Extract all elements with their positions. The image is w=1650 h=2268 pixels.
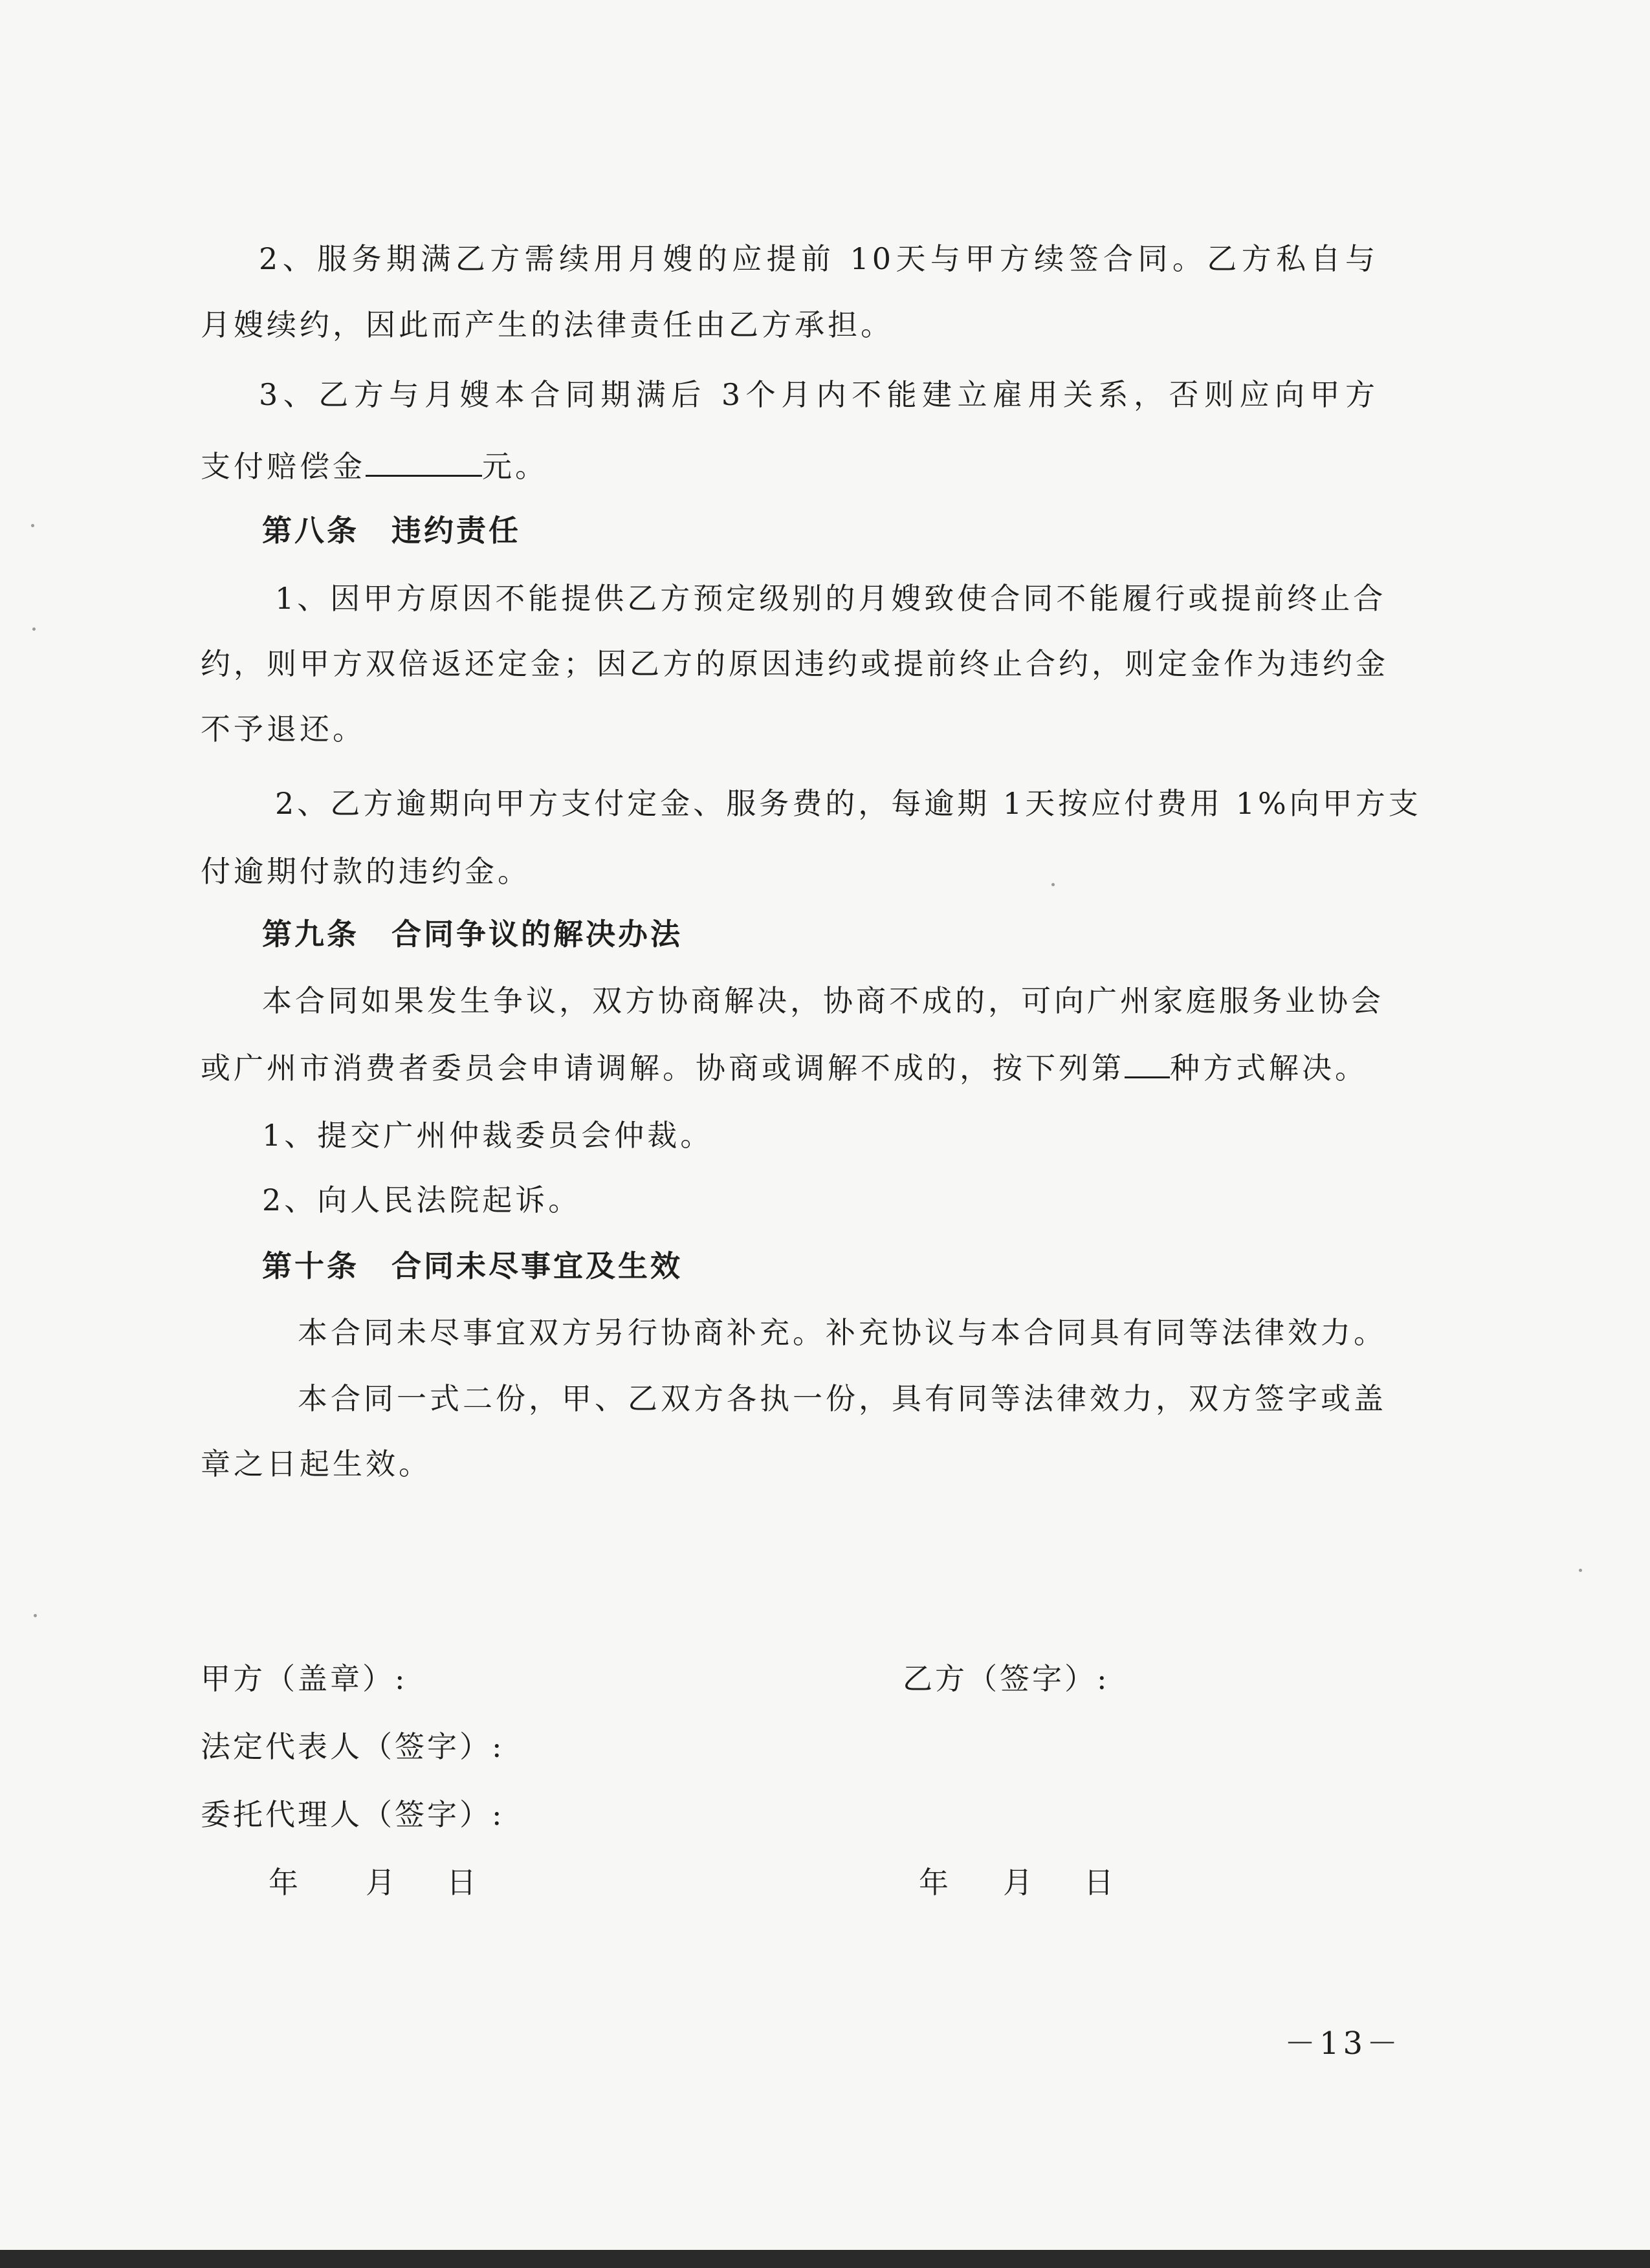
- clause-7-item-3-line-2: [201, 446, 1378, 486]
- party-b-date: [919, 1863, 1116, 1902]
- clause-10-line-3: 章之日起生效。: [201, 1446, 432, 1481]
- clause-10-line-1: 本合同未尽事宜双方另行协商补充。补充协议与本合同具有同等法律效力。: [298, 1315, 1387, 1350]
- scan-speck: [1051, 883, 1055, 886]
- clause-8-item-2-line-1: 2、乙方逾期向甲方支付定金、服务费的，每逾期 1天按应付费用 1%向甲方支: [275, 786, 1422, 821]
- party-b-month-label: 月: [1003, 1865, 1035, 1900]
- clause-9-heading: 第九条 合同争议的解决办法: [262, 917, 683, 952]
- clause-8-item-2-line-2: 付逾期付款的违约金。: [201, 854, 531, 889]
- clause-7-item-2-line-2: 月嫂续约，因此而产生的法律责任由乙方承担。: [201, 307, 894, 342]
- compensation-unit: 元。: [482, 449, 548, 484]
- party-a-day-label: 日: [446, 1865, 479, 1900]
- clause-10-heading: 第十条 合同未尽事宜及生效: [262, 1248, 683, 1283]
- clause-8-item-1-line-3: 不予退还。: [201, 712, 366, 747]
- clause-9-line-1: 本合同如果发生争议，双方协商解决，协商不成的，可向广州家庭服务业协会: [262, 983, 1384, 1018]
- scan-speck: [1579, 1569, 1582, 1572]
- compensation-label: 支付赔偿金: [201, 449, 366, 484]
- scan-speck: [34, 1614, 37, 1617]
- party-b-sign-label: 乙方（签字）:: [903, 1661, 1110, 1696]
- clause-8-item-1-line-2: 约，则甲方双倍返还定金；因乙方的原因违约或提前终止合约，则定金作为违约金: [201, 646, 1389, 681]
- clause-10-line-2: 本合同一式二份，甲、乙双方各执一份，具有同等法律效力，双方签字或盖: [298, 1381, 1387, 1416]
- dispute-method-label: 或广州市消费者委员会申请调解。协商或调解不成的，按下列第: [201, 1051, 1125, 1085]
- clause-9-option-2: 2、向人民法院起诉。: [262, 1183, 582, 1217]
- legal-rep-sign-label: 法定代表人（签字）:: [201, 1729, 505, 1764]
- clause-8-item-1-line-1: 1、因甲方原因不能提供乙方预定级别的月嫂致使合同不能履行或提前终止合: [275, 581, 1387, 616]
- party-a-month-label: 月: [366, 1865, 398, 1900]
- clause-7-item-2-line-1: 2、服务期满乙方需续用月嫂的应提前 10天与甲方续签合同。乙方私自与: [259, 241, 1378, 276]
- party-b-year-label: 年: [919, 1865, 951, 1900]
- compensation-blank: [366, 446, 482, 477]
- clause-7-item-3-line-1: 3、乙方与月嫂本合同期满后 3个月内不能建立雇用关系，否则应向甲方: [259, 377, 1378, 412]
- party-b-day-label: 日: [1084, 1865, 1116, 1900]
- dispute-method-blank: [1125, 1048, 1170, 1078]
- clause-9-option-1: 1、提交广州仲裁委员会仲裁。: [262, 1118, 714, 1153]
- scan-speck: [31, 524, 34, 527]
- clause-8-heading: 第八条 违约责任: [262, 513, 521, 548]
- scan-bottom-edge: [0, 2250, 1650, 2268]
- party-a-date: [269, 1863, 479, 1902]
- dispute-method-suffix: 种方式解决。: [1170, 1051, 1368, 1085]
- party-a-year-label: 年: [269, 1865, 301, 1900]
- page-number: －13－: [1284, 2025, 1402, 2062]
- scan-speck: [32, 627, 36, 631]
- agent-sign-label: 委托代理人（签字）:: [201, 1797, 505, 1832]
- clause-9-line-2: [201, 1048, 1378, 1087]
- party-a-seal-label: 甲方（盖章）:: [201, 1661, 408, 1696]
